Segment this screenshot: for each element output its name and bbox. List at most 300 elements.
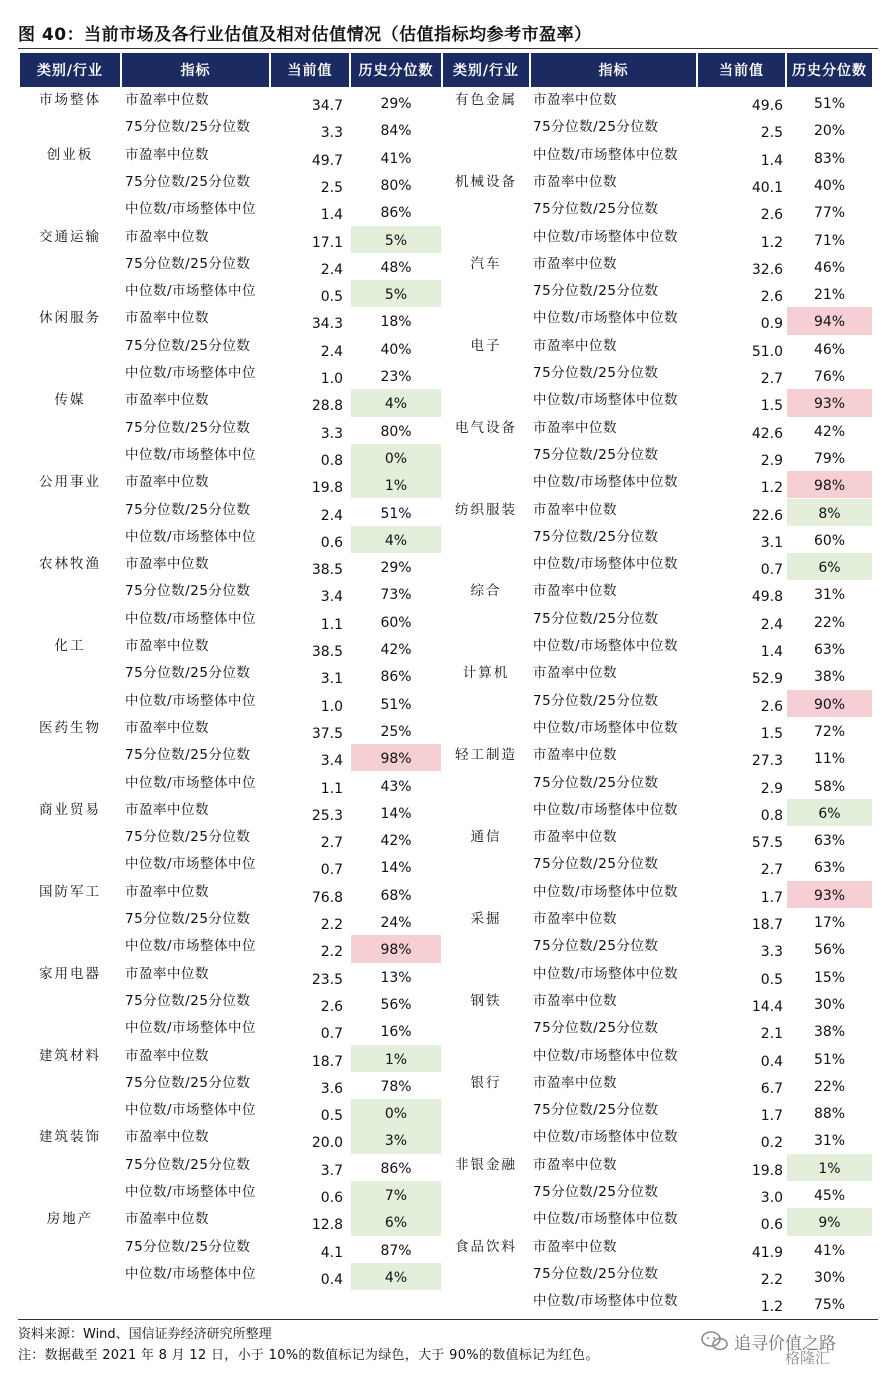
left-industry-label: 建筑材料 [39,1047,101,1064]
right-percentile-value: 76% [813,369,846,385]
left-current-value: 0.5 [320,289,343,306]
left-metric-label: 市盈率中位数 [125,1211,209,1228]
right-percentile-value: 6% [787,799,872,826]
left-metric-label: 中位数/市场整体中位 [125,365,257,381]
left-industry-label: 市场整体 [39,92,101,108]
right-current-value: 2.6 [760,207,783,224]
right-percentile-value: 6% [787,553,872,580]
left-current-value: 76.8 [311,889,343,906]
right-percentile-value: 63% [813,642,846,658]
right-current-value: 2.6 [760,289,783,306]
right-current-value: 3.3 [760,944,783,961]
right-industry-label: 有色金属 [455,92,517,108]
left-metric-label: 75分位数/25分位数 [125,829,251,846]
header-percentile-left: 历史分位数 [351,53,441,87]
left-industry-label: 公用事业 [39,474,101,491]
left-current-value: 2.4 [320,343,343,360]
left-metric-label: 中位数/市场整体中位 [125,201,257,218]
left-percentile-value: 43% [380,778,412,795]
left-percentile-value: 23% [380,369,412,385]
right-current-value: 3.1 [760,534,783,551]
left-current-value: 0.6 [320,534,343,551]
right-metric-label: 75分位数/25分位数 [533,201,659,218]
right-percentile-value: 9% [787,1208,872,1235]
left-percentile-value: 41% [380,150,412,167]
right-current-value: 32.6 [751,261,783,278]
right-industry-label: 纺织服装 [455,501,517,518]
left-current-value: 34.7 [311,98,343,114]
right-percentile-value: 79% [813,450,846,467]
right-current-value: 57.5 [751,835,783,852]
right-percentile-value: 90% [787,690,872,717]
left-current-value: 0.7 [320,1026,343,1043]
right-metric-label: 中位数/市场整体中位数 [533,1211,679,1228]
right-percentile-value: 30% [813,1269,846,1286]
right-percentile-value: 77% [813,205,846,222]
right-current-value: 0.9 [760,316,783,333]
left-percentile-value: 78% [380,1078,412,1095]
left-current-value: 2.7 [320,835,343,852]
left-percentile-value: 48% [380,259,412,276]
right-percentile-value: 75% [813,1297,846,1314]
right-current-value: 14.4 [751,998,783,1015]
left-metric-label: 市盈率中位数 [125,638,209,654]
left-industry-label: 家用电器 [39,965,101,982]
left-metric-label: 75分位数/25分位数 [125,501,251,518]
left-current-value: 3.4 [320,753,343,770]
left-industry-label: 交通运输 [39,228,101,245]
right-current-value: 42.6 [751,425,783,442]
right-current-value: 41.9 [751,1244,783,1261]
right-metric-label: 75分位数/25分位数 [533,1102,659,1119]
left-percentile-value: 42% [380,833,412,850]
left-current-value: 17.1 [311,234,343,251]
left-metric-label: 中位数/市场整体中位 [125,1265,257,1282]
left-metric-label: 市盈率中位数 [125,146,209,163]
right-percentile-value: 45% [813,1188,846,1204]
left-percentile-value: 98% [351,935,441,962]
left-industry-label: 化工 [54,638,86,654]
right-metric-label: 中位数/市场整体中位数 [533,883,679,900]
right-current-value: 1.7 [760,1108,783,1125]
right-current-value: 1.2 [760,480,783,497]
left-percentile-value: 14% [380,805,412,822]
right-industry-label: 食品饮料 [455,1238,517,1255]
left-percentile-value: 25% [380,723,412,740]
right-current-value: 1.4 [760,152,783,169]
left-percentile-value: 98% [351,744,441,771]
right-current-value: 0.6 [760,1217,783,1234]
right-industry-label: 机械设备 [455,173,517,190]
left-metric-label: 市盈率中位数 [125,392,209,409]
left-metric-label: 中位数/市场整体中位 [125,1020,257,1037]
left-percentile-value: 80% [380,177,412,194]
left-metric-label: 中位数/市场整体中位 [125,1102,257,1119]
left-percentile-value: 87% [380,1242,412,1259]
left-industry-label: 医药生物 [39,719,101,736]
right-percentile-value: 88% [813,1106,846,1123]
left-current-value: 12.8 [311,1217,343,1234]
right-metric-label: 中位数/市场整体中位数 [533,392,679,409]
right-percentile-value: 41% [813,1242,846,1259]
left-current-value: 23.5 [311,971,343,988]
left-percentile-value: 4% [351,526,441,553]
left-current-value: 1.4 [320,207,343,224]
right-metric-label: 75分位数/25分位数 [533,1265,659,1282]
right-percentile-value: 11% [813,751,846,768]
right-metric-label: 市盈率中位数 [533,747,617,764]
right-industry-label: 非银金融 [455,1156,517,1173]
header-metric-right: 指标 [531,53,696,87]
left-current-value: 0.8 [320,452,343,469]
right-metric-label: 中位数/市场整体中位数 [533,801,679,818]
left-metric-label: 75分位数/25分位数 [125,119,251,136]
left-percentile-value: 86% [380,1160,412,1177]
right-metric-label: 75分位数/25分位数 [533,1020,659,1037]
left-metric-label: 市盈率中位数 [125,474,209,491]
right-percentile-value: 63% [813,833,846,850]
left-metric-label: 75分位数/25分位数 [125,419,251,436]
left-percentile-value: 0% [351,444,441,471]
right-industry-label: 通信 [470,829,502,846]
left-current-value: 19.8 [311,480,343,497]
left-percentile-value: 42% [380,642,412,658]
left-percentile-value: 84% [380,123,412,140]
left-current-value: 2.5 [320,179,343,196]
left-current-value: 3.3 [320,425,343,442]
right-metric-label: 市盈率中位数 [533,419,617,436]
left-metric-label: 中位数/市场整体中位 [125,774,257,791]
right-current-value: 2.2 [760,1271,783,1288]
right-current-value: 2.1 [760,1026,783,1043]
right-current-value: 1.2 [760,1299,783,1316]
left-current-value: 3.4 [320,589,343,606]
right-metric-label: 75分位数/25分位数 [533,938,659,955]
left-metric-label: 75分位数/25分位数 [125,1238,251,1255]
right-current-value: 3.0 [760,1190,783,1206]
right-current-value: 6.7 [760,1080,783,1097]
left-metric-label: 75分位数/25分位数 [125,583,251,600]
right-metric-label: 中位数/市场整体中位数 [533,1293,679,1310]
right-percentile-value: 20% [813,123,846,140]
right-current-value: 1.2 [760,234,783,251]
watermark-logo: 格隆汇 [785,1349,831,1367]
left-percentile-value: 16% [380,1024,412,1041]
right-metric-label: 75分位数/25分位数 [533,856,659,873]
left-metric-label: 市盈率中位数 [125,1047,209,1064]
right-percentile-value: 51% [813,1051,846,1068]
right-percentile-value: 1% [787,1154,872,1181]
left-current-value: 37.5 [311,725,343,742]
left-metric-label: 75分位数/25分位数 [125,665,251,682]
left-percentile-value: 1% [351,471,441,498]
left-metric-label: 中位数/市场整体中位 [125,938,257,955]
left-metric-label: 中位数/市场整体中位 [125,692,257,709]
right-current-value: 2.4 [760,616,783,633]
right-metric-label: 市盈率中位数 [533,583,617,600]
right-percentile-value: 98% [787,471,872,498]
right-current-value: 1.5 [760,398,783,415]
left-current-value: 4.1 [320,1244,343,1261]
left-metric-label: 市盈率中位数 [125,310,209,327]
left-metric-label: 市盈率中位数 [125,719,209,736]
left-percentile-value: 51% [380,505,412,522]
left-percentile-value: 73% [380,587,412,604]
left-current-value: 0.7 [320,862,343,879]
header-metric-left: 指标 [122,53,269,87]
left-metric-label: 75分位数/25分位数 [125,992,251,1009]
left-percentile-value: 14% [380,860,412,877]
right-metric-label: 75分位数/25分位数 [533,365,659,381]
left-percentile-value: 7% [351,1181,441,1208]
left-percentile-value: 0% [351,1099,441,1126]
left-current-value: 0.6 [320,1190,343,1206]
left-current-value: 3.6 [320,1080,343,1097]
right-current-value: 1.4 [760,644,783,660]
left-current-value: 1.1 [320,780,343,797]
left-current-value: 34.3 [311,316,343,333]
left-current-value: 49.7 [311,152,343,169]
left-industry-label: 休闲服务 [39,310,101,327]
left-current-value: 3.1 [320,671,343,688]
right-current-value: 18.7 [751,917,783,933]
left-metric-label: 75分位数/25分位数 [125,255,251,272]
right-metric-label: 市盈率中位数 [533,1074,617,1091]
right-industry-label: 计算机 [462,665,510,682]
left-metric-label: 中位数/市场整体中位 [125,856,257,873]
right-metric-label: 中位数/市场整体中位数 [533,638,679,654]
right-percentile-value: 56% [813,942,846,959]
right-current-value: 2.7 [760,371,783,387]
right-metric-label: 市盈率中位数 [533,829,617,846]
left-current-value: 0.4 [320,1271,343,1288]
left-current-value: 2.2 [320,917,343,933]
left-metric-label: 中位数/市场整体中位 [125,1184,257,1200]
right-current-value: 0.4 [760,1053,783,1070]
left-industry-label: 农林牧渔 [39,556,101,573]
wechat-icon [700,1329,730,1353]
left-industry-label: 建筑装饰 [39,1129,101,1146]
left-metric-label: 75分位数/25分位数 [125,173,251,190]
right-metric-label: 中位数/市场整体中位数 [533,146,679,163]
left-current-value: 1.0 [320,371,343,387]
right-percentile-value: 93% [787,881,872,908]
right-percentile-value: 31% [813,1133,846,1150]
right-industry-label: 电子 [470,337,502,354]
left-percentile-value: 29% [380,96,412,112]
right-current-value: 0.8 [760,807,783,824]
left-current-value: 38.5 [311,562,343,579]
right-percentile-value: 21% [813,287,846,304]
right-current-value: 52.9 [751,671,783,688]
left-percentile-value: 4% [351,1263,441,1290]
left-metric-label: 75分位数/25分位数 [125,1074,251,1091]
header-value-left: 当前值 [271,53,349,87]
right-metric-label: 市盈率中位数 [533,665,617,682]
right-percentile-value: 51% [813,96,846,112]
left-metric-label: 市盈率中位数 [125,556,209,573]
left-industry-label: 国防军工 [39,883,101,900]
right-current-value: 27.3 [751,753,783,770]
right-current-value: 2.9 [760,780,783,797]
right-current-value: 1.5 [760,725,783,742]
right-percentile-value: 42% [813,423,846,440]
right-metric-label: 75分位数/25分位数 [533,446,659,463]
left-current-value: 38.5 [311,644,343,660]
left-percentile-value: 13% [380,969,412,986]
left-current-value: 18.7 [311,1053,343,1070]
left-current-value: 28.8 [311,398,343,415]
right-percentile-value: 60% [813,532,846,549]
right-percentile-value: 94% [787,307,872,334]
left-current-value: 2.6 [320,998,343,1015]
right-percentile-value: 40% [813,177,846,194]
left-current-value: 25.3 [311,807,343,824]
left-current-value: 20.0 [311,1135,343,1152]
right-current-value: 0.5 [760,971,783,988]
right-metric-label: 75分位数/25分位数 [533,119,659,136]
right-percentile-value: 31% [813,587,846,604]
left-percentile-value: 40% [380,341,412,358]
right-metric-label: 75分位数/25分位数 [533,528,659,545]
left-current-value: 3.7 [320,1162,343,1179]
right-metric-label: 市盈率中位数 [533,1156,617,1173]
right-metric-label: 市盈率中位数 [533,92,617,108]
right-percentile-value: 58% [813,778,846,795]
left-percentile-value: 68% [380,887,412,904]
right-metric-label: 75分位数/25分位数 [533,774,659,791]
right-metric-label: 中位数/市场整体中位数 [533,310,679,327]
right-industry-label: 轻工制造 [455,747,517,764]
left-metric-label: 市盈率中位数 [125,1129,209,1146]
right-industry-label: 钢铁 [470,992,502,1009]
left-percentile-value: 6% [351,1208,441,1235]
right-percentile-value: 38% [813,1024,846,1041]
right-current-value: 49.6 [751,98,783,114]
right-industry-label: 综合 [470,583,502,600]
left-percentile-value: 56% [380,996,412,1013]
header-industry-left: 类别/行业 [20,53,120,87]
right-current-value: 1.7 [760,889,783,906]
source-note: 资料来源：Wind、国信证券经济研究所整理 [18,1327,272,1342]
right-industry-label: 电气设备 [455,419,517,436]
right-percentile-value: 63% [813,860,846,877]
right-percentile-value: 38% [813,669,846,686]
right-current-value: 2.7 [760,862,783,879]
left-percentile-value: 60% [380,614,412,631]
right-metric-label: 中位数/市场整体中位数 [533,228,679,245]
right-current-value: 0.2 [760,1135,783,1152]
left-percentile-value: 3% [351,1126,441,1153]
right-metric-label: 75分位数/25分位数 [533,283,659,300]
right-percentile-value: 15% [813,969,846,986]
left-metric-label: 中位数/市场整体中位 [125,446,257,463]
right-current-value: 2.9 [760,452,783,469]
left-current-value: 1.0 [320,698,343,715]
left-metric-label: 中位数/市场整体中位 [125,283,257,300]
right-metric-label: 市盈率中位数 [533,992,617,1009]
left-percentile-value: 5% [351,226,441,253]
right-metric-label: 75分位数/25分位数 [533,692,659,709]
right-percentile-value: 8% [787,499,872,526]
left-percentile-value: 80% [380,423,412,440]
right-percentile-value: 71% [813,232,846,249]
left-current-value: 2.4 [320,261,343,278]
right-industry-label: 采掘 [470,911,502,927]
left-percentile-value: 86% [380,205,412,222]
left-current-value: 1.1 [320,616,343,633]
right-percentile-value: 22% [813,1078,846,1095]
right-percentile-value: 30% [813,996,846,1013]
left-percentile-value: 24% [380,915,412,931]
left-metric-label: 市盈率中位数 [125,801,209,818]
right-current-value: 2.6 [760,698,783,715]
left-current-value: 2.2 [320,944,343,961]
right-percentile-value: 17% [813,915,846,931]
right-metric-label: 中位数/市场整体中位数 [533,474,679,491]
right-current-value: 0.7 [760,562,783,579]
left-percentile-value: 18% [380,314,412,331]
right-current-value: 51.0 [751,343,783,360]
right-metric-label: 中位数/市场整体中位数 [533,965,679,982]
left-current-value: 3.3 [320,125,343,142]
right-percentile-value: 22% [813,614,846,631]
right-current-value: 49.8 [751,589,783,606]
left-metric-label: 75分位数/25分位数 [125,1156,251,1173]
right-metric-label: 中位数/市场整体中位数 [533,1047,679,1064]
figure-title: 图 40：当前市场及各行业估值及相对估值情况（估值指标均参考市盈率） [18,25,592,45]
left-percentile-value: 29% [380,560,412,577]
left-metric-label: 市盈率中位数 [125,92,209,108]
left-metric-label: 中位数/市场整体中位 [125,528,257,545]
left-industry-label: 房地产 [46,1211,94,1228]
right-percentile-value: 72% [813,723,846,740]
right-percentile-value: 46% [813,259,846,276]
left-metric-label: 市盈率中位数 [125,965,209,982]
right-metric-label: 市盈率中位数 [533,501,617,518]
watermark-text: 追寻价值之路 [734,1333,836,1354]
right-metric-label: 中位数/市场整体中位数 [533,719,679,736]
right-metric-label: 75分位数/25分位数 [533,1184,659,1200]
right-percentile-value: 93% [787,389,872,416]
left-percentile-value: 51% [380,696,412,713]
left-industry-label: 商业贸易 [39,801,101,818]
right-current-value: 2.5 [760,125,783,142]
left-metric-label: 75分位数/25分位数 [125,337,251,354]
left-current-value: 2.4 [320,507,343,524]
left-current-value: 0.5 [320,1108,343,1125]
right-percentile-value: 46% [813,341,846,358]
right-metric-label: 中位数/市场整体中位数 [533,1129,679,1146]
right-metric-label: 市盈率中位数 [533,1238,617,1255]
right-metric-label: 中位数/市场整体中位数 [533,556,679,573]
right-metric-label: 市盈率中位数 [533,337,617,354]
footnote: 注：数据截至 2021 年 8 月 12 日，小于 10%的数值标记为绿色，大于 90%的数值标记为红色。 [18,1348,599,1363]
right-current-value: 19.8 [751,1162,783,1179]
left-metric-label: 75分位数/25分位数 [125,911,251,927]
left-metric-label: 75分位数/25分位数 [125,747,251,764]
right-metric-label: 75分位数/25分位数 [533,610,659,627]
left-percentile-value: 86% [380,669,412,686]
left-percentile-value: 5% [351,280,441,307]
left-metric-label: 市盈率中位数 [125,228,209,245]
left-industry-label: 传媒 [54,392,86,409]
left-metric-label: 中位数/市场整体中位 [125,610,257,627]
left-industry-label: 创业板 [46,146,94,163]
left-percentile-value: 4% [351,389,441,416]
right-industry-label: 银行 [470,1074,502,1091]
right-industry-label: 汽车 [470,255,502,272]
